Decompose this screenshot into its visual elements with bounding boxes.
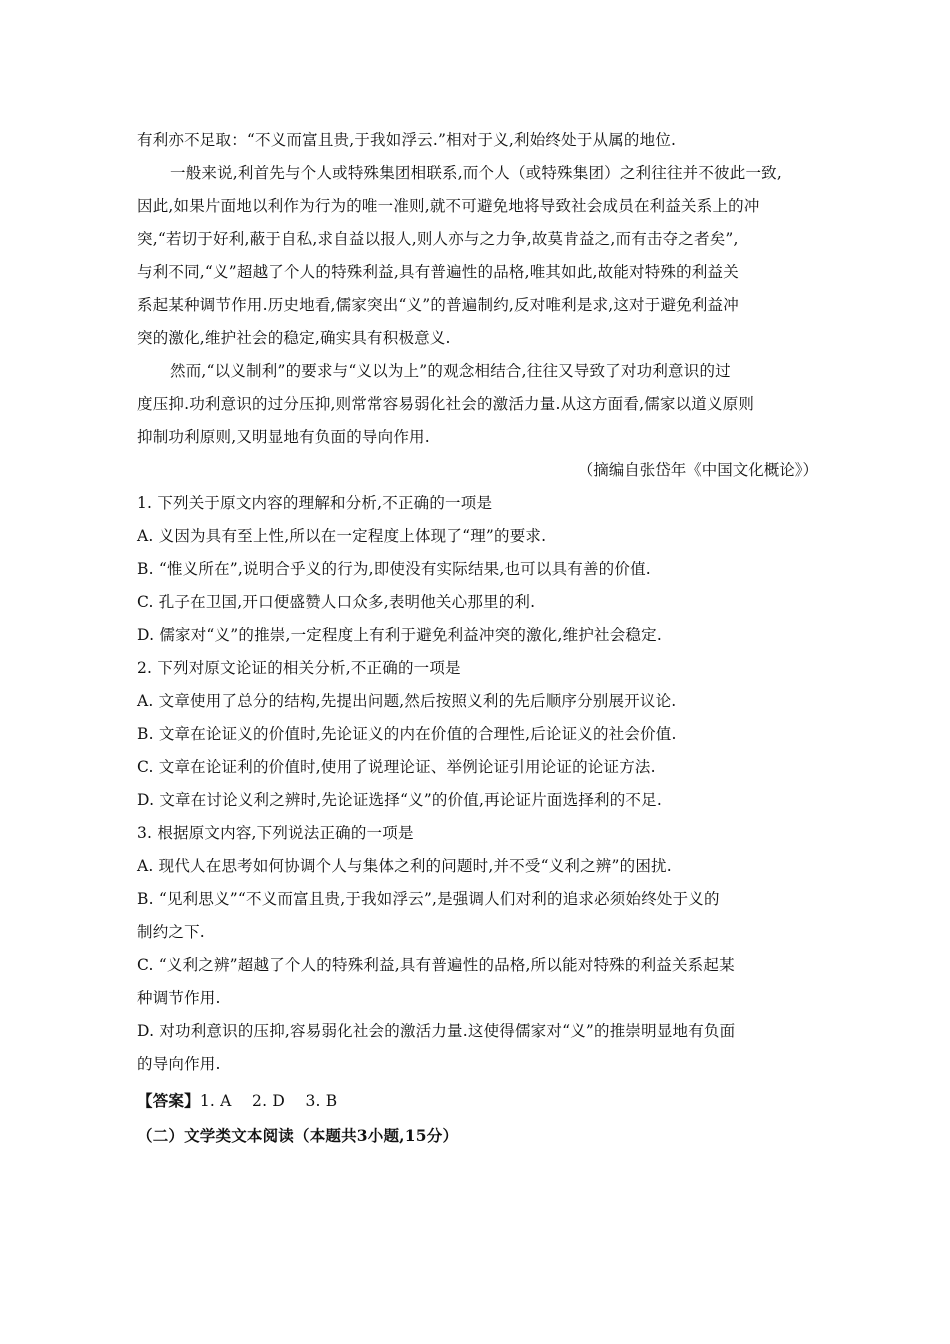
passage-paragraph-2-line-1: 一般来说,利首先与个人或特殊集团相联系,而个人（或特殊集团）之利往往并不彼此一致, [170, 164, 782, 182]
question-1-option-a: A. 义因为具有至上性,所以在一定程度上体现了“理”的要求. [137, 527, 547, 545]
question-3-stem: 3. 根据原文内容,下列说法正确的一项是 [137, 824, 414, 842]
question-2-stem: 2. 下列对原文论证的相关分析,不正确的一项是 [137, 659, 461, 677]
question-2-option-d: D. 文章在讨论义利之辨时,先论证选择“义”的价值,再论证片面选择利的不足. [137, 791, 662, 809]
question-1-stem: 1. 下列关于原文内容的理解和分析,不正确的一项是 [137, 494, 493, 512]
answer-label: 【答案】 [137, 1091, 200, 1110]
passage-paragraph-3-line-1: 然而,“以义制利”的要求与“义以为上”的观念相结合,往往又导致了对功利意识的过 [170, 362, 731, 380]
passage-paragraph-3-line-3: 抑制功利原则,又明显地有负面的导向作用. [137, 428, 430, 446]
question-1-option-d: D. 儒家对“义”的推崇,一定程度上有利于避免利益冲突的激化,维护社会稳定. [137, 626, 662, 644]
question-3-option-c-line-2: 种调节作用. [137, 989, 221, 1007]
passage-paragraph-2-line-3: 突,“若切于好利,蔽于自私,求自益以报人,则人亦与之力争,故莫肯益之,而有击夺之者矣”, [137, 230, 739, 248]
passage-paragraph-1-tail: 有利亦不足取：“不义而富且贵,于我如浮云.”相对于义,利始终处于从属的地位. [137, 131, 677, 149]
answer-line [137, 1090, 817, 1112]
question-2-option-b: B. 文章在论证义的价值时,先论证义的内在价值的合理性,后论证义的社会价值. [137, 725, 677, 743]
question-2-option-a: A. 文章使用了总分的结构,先提出问题,然后按照义利的先后顺序分别展开议论. [137, 692, 677, 710]
question-3-option-d-line-1: D. 对功利意识的压抑,容易弱化社会的激活力量.这使得儒家对“义”的推崇明显地有负面 [137, 1022, 736, 1040]
passage-paragraph-3-line-2: 度压抑.功利意识的过分压抑,则常常容易弱化社会的激活力量.从这方面看,儒家以道义原则 [137, 395, 755, 413]
passage-paragraph-2-line-5: 系起某种调节作用.历史地看,儒家突出“义”的普遍制约,反对唯利是求,这对于避免利益冲 [137, 296, 739, 314]
passage-paragraph-2-line-4: 与利不同,“义”超越了个人的特殊利益,具有普遍性的品格,唯其如此,故能对特殊的利益关 [137, 263, 739, 281]
question-3-option-a: A. 现代人在思考如何协调个人与集体之利的问题时,并不受“义利之辨”的困扰. [137, 857, 672, 875]
passage-source: （摘编自张岱年《中国文化概论》） [577, 461, 818, 479]
question-3-option-d-line-2: 的导向作用. [137, 1055, 221, 1073]
question-3-option-b-line-2: 制约之下. [137, 923, 205, 941]
question-1-option-b: B. “惟义所在”,说明合乎义的行为,即使没有实际结果,也可以具有善的价值. [137, 560, 651, 578]
question-1-option-c: C. 孔子在卫国,开口便盛赞人口众多,表明他关心那里的利. [137, 593, 536, 611]
question-2-option-c: C. 文章在论证利的价值时,使用了说理论证、举例论证引用论证的论证方法. [137, 758, 656, 776]
passage-paragraph-2-line-6: 突的激化,维护社会的稳定,确实具有积极意义. [137, 329, 451, 347]
passage-paragraph-2-line-2: 因此,如果片面地以利作为行为的唯一准则,就不可避免地将导致社会成员在利益关系上的冲 [137, 197, 760, 215]
answer-text: 1. A 2. D 3. B [199, 1092, 338, 1110]
next-section-heading: （二）文学类文本阅读（本题共3小题,15分） [137, 1126, 459, 1145]
question-3-option-b-line-1: B. “见利思义”“不义而富且贵,于我如浮云”,是强调人们对利的追求必须始终处于义的 [137, 890, 720, 908]
question-3-option-c-line-1: C. “义利之辨”超越了个人的特殊利益,具有普遍性的品格,所以能对特殊的利益关系起某 [137, 956, 735, 974]
